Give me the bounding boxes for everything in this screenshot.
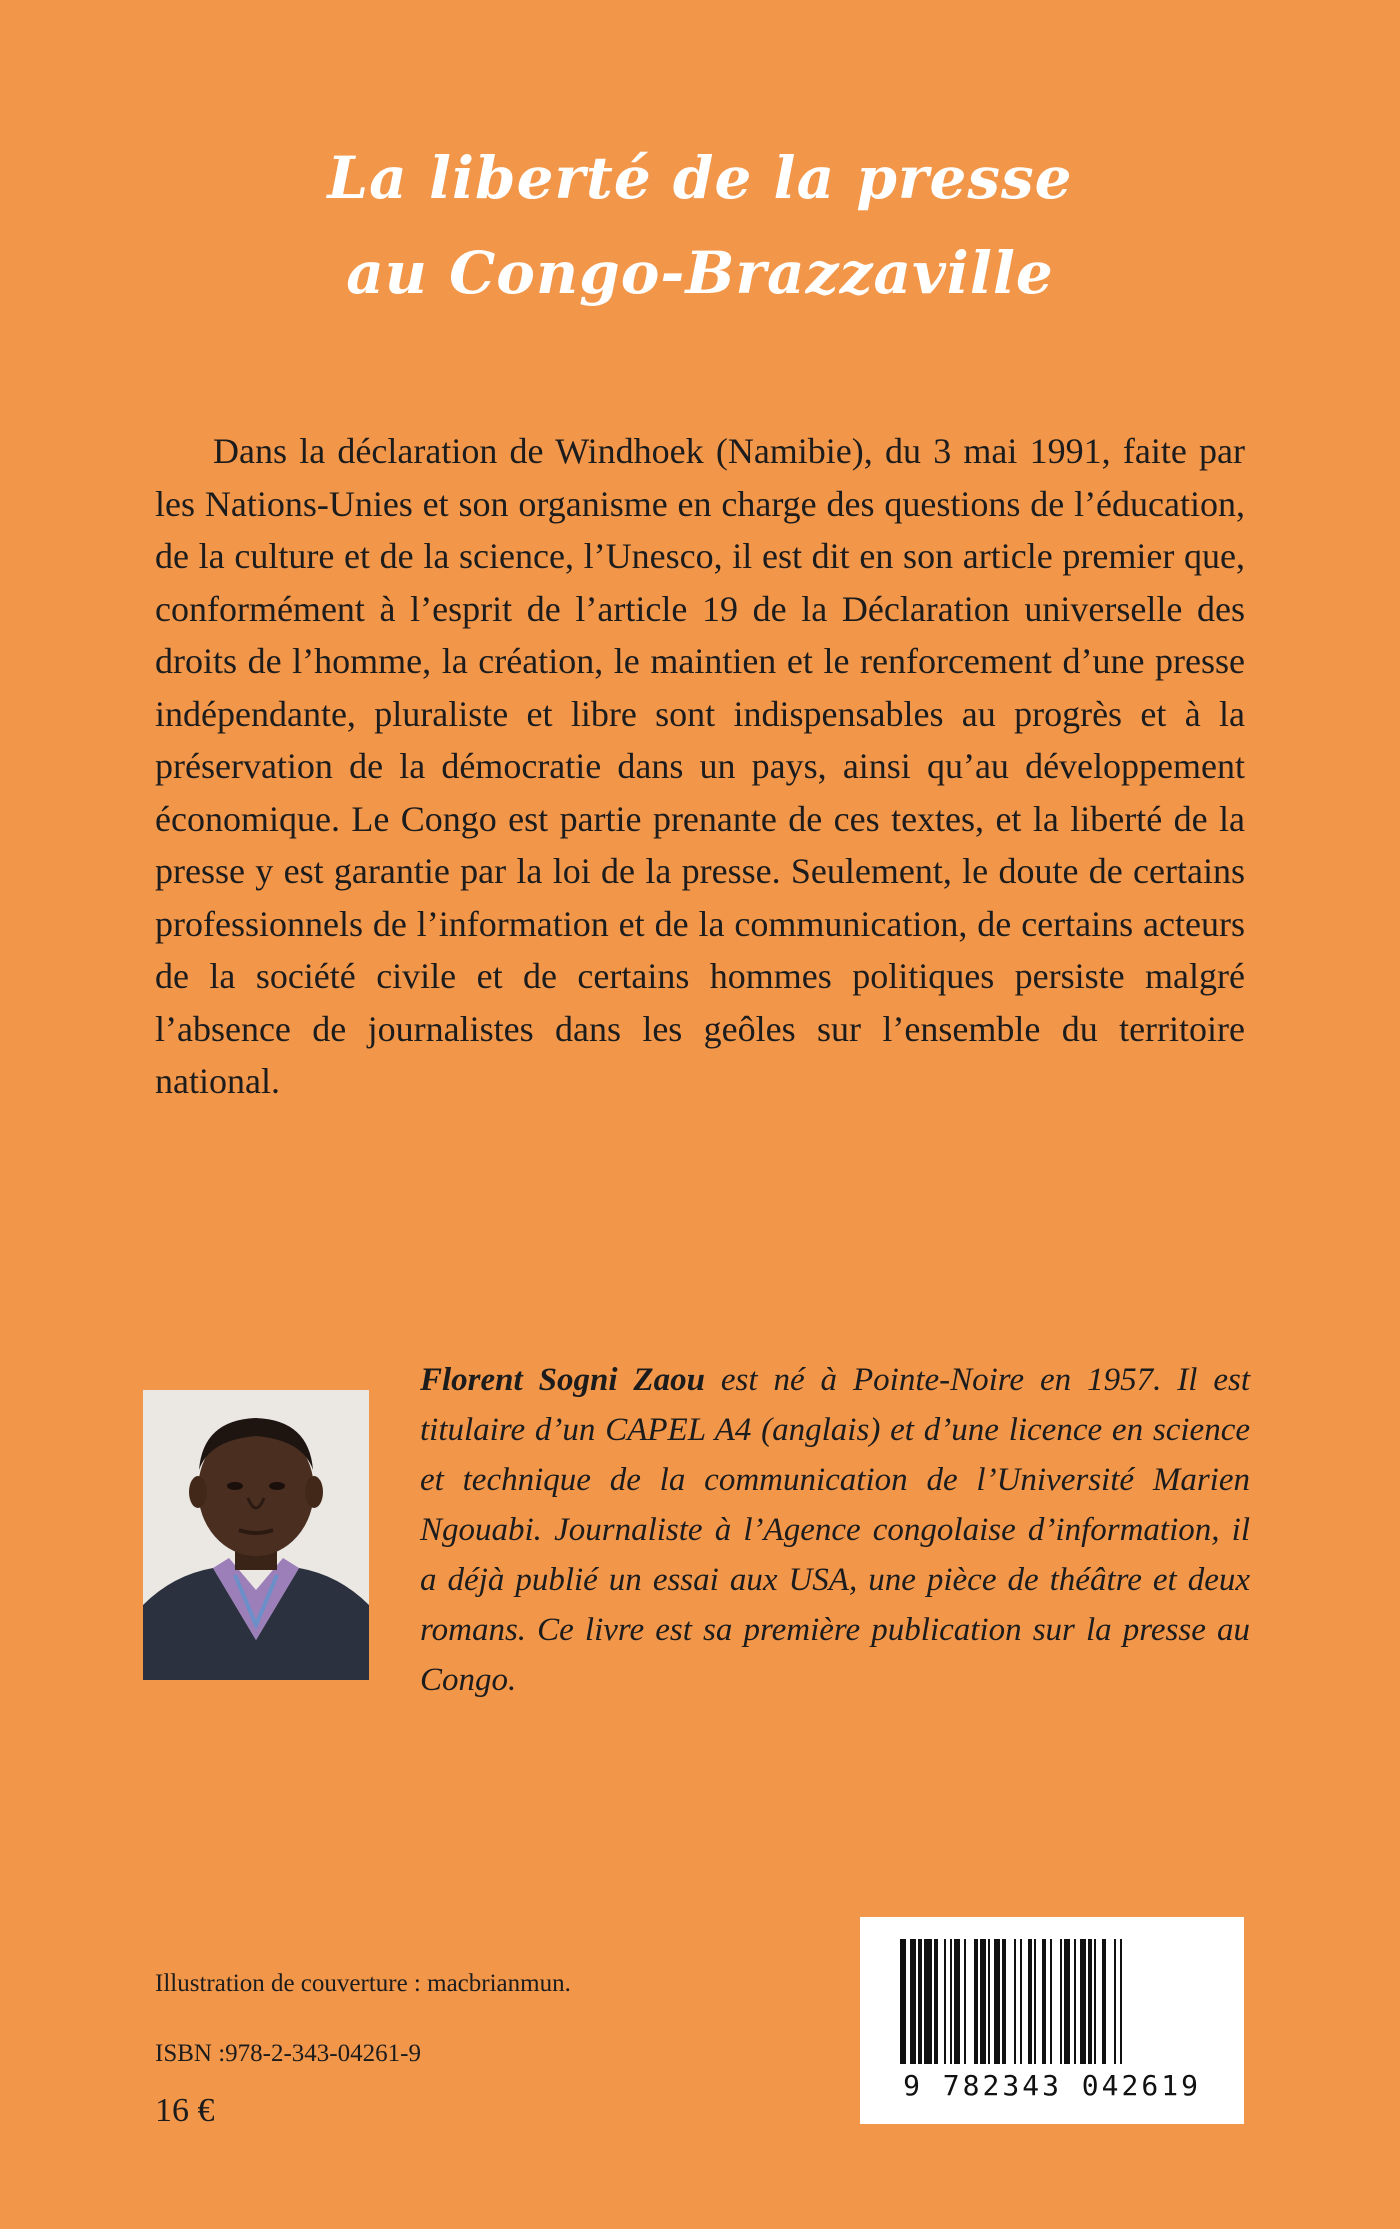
- barcode-bar: [1034, 1939, 1036, 2064]
- author-photo: [143, 1390, 369, 1680]
- book-title: [0, 131, 1400, 321]
- book-summary: [155, 425, 1245, 1108]
- summary-paragraph: Dans la déclaration de Windhoek (Namibie), du 3 mai 1991, faite par les Nations-Unies et son organisme en charge des questions de l’éducation, de la culture et de la science, l’Unesco, il est dit en son article premier que, conformément à l’esprit de l’article 19 de la Déclaration universelle des droits de l’homme, la création, le maintien et le renforcement d’une presse indépendante, pluraliste et libre sont indispensables au progrès et à la préservation de la démocratie dans un pays, ainsi qu’au développement économique. Le Congo est partie prenante de ces textes, et la liberté de la presse y est garantie par la loi de la presse. Seulement, le doute de certains professionnels de l’information et de la communication, de certains acteurs de la société civile et de certains hommes politiques persiste malgré l’absence de journalistes dans les geôles sur l’ensemble du territoire national.: [155, 431, 1245, 1101]
- barcode-bar: [1002, 1939, 1006, 2064]
- price-label: 16 €: [155, 2092, 215, 2129]
- author-portrait-image: [143, 1390, 369, 1680]
- book-title-line-1: La liberté de la presse: [327, 143, 1073, 212]
- barcode-bar: [1094, 1939, 1096, 2064]
- barcode-bar: [1080, 1939, 1086, 2064]
- author-bio: [420, 1355, 1250, 1705]
- barcode-bar: [910, 1939, 916, 2064]
- illustration-credit: Illustration de couverture : macbrianmun.: [155, 1970, 571, 1997]
- barcode-bar: [1114, 1939, 1116, 2064]
- barcode-bar: [1050, 1939, 1052, 2064]
- isbn-label: ISBN :978-2-343-04261-9: [155, 2040, 421, 2067]
- author-bio-paragraph: [420, 1355, 1250, 1705]
- author-bio-text: est né à Pointe-Noire en 1957. Il est titulaire d’un CAPEL A4 (anglais) et d’une licence en science et technique de la communication de l’Université Marien Ngouabi. Journaliste à l’Agence congolaise d’information, il a déjà publié un essai aux USA, une pièce de théâtre et deux romans. Ce livre est sa première publication sur la presse au Congo.: [420, 1362, 1251, 1698]
- barcode-bar: [1088, 1939, 1092, 2064]
- barcode-bar: [1102, 1939, 1106, 2064]
- barcode-bar: [934, 1939, 938, 2064]
- barcode-bar: [1014, 1939, 1016, 2064]
- barcode-bar: [1064, 1939, 1070, 2064]
- barcode-bar: [980, 1939, 986, 2064]
- barcode-bar: [900, 1939, 906, 2064]
- book-title-line-2: au Congo-Brazzaville: [346, 238, 1054, 307]
- barcode-bar: [918, 1939, 922, 2064]
- barcode-bar: [964, 1939, 966, 2064]
- barcode-digits: 9 782343 042619: [903, 2069, 1201, 2102]
- barcode-bar: [1042, 1939, 1046, 2064]
- barcode: [860, 1917, 1244, 2124]
- barcode-bar: [1020, 1939, 1022, 2064]
- barcode-bar: [924, 1939, 932, 2064]
- barcode-bar: [1028, 1939, 1032, 2064]
- barcode-bar: [988, 1939, 990, 2064]
- barcode-bar: [1074, 1939, 1076, 2064]
- barcode-bar: [944, 1939, 946, 2064]
- author-name: Florent Sogni Zaou: [420, 1362, 705, 1398]
- barcode-bar: [974, 1939, 978, 2064]
- barcode-bar: [950, 1939, 952, 2064]
- barcode-bar: [1060, 1939, 1062, 2064]
- barcode-bar: [994, 1939, 1000, 2064]
- barcode-bar: [1120, 1939, 1122, 2064]
- barcode-bar: [954, 1939, 960, 2064]
